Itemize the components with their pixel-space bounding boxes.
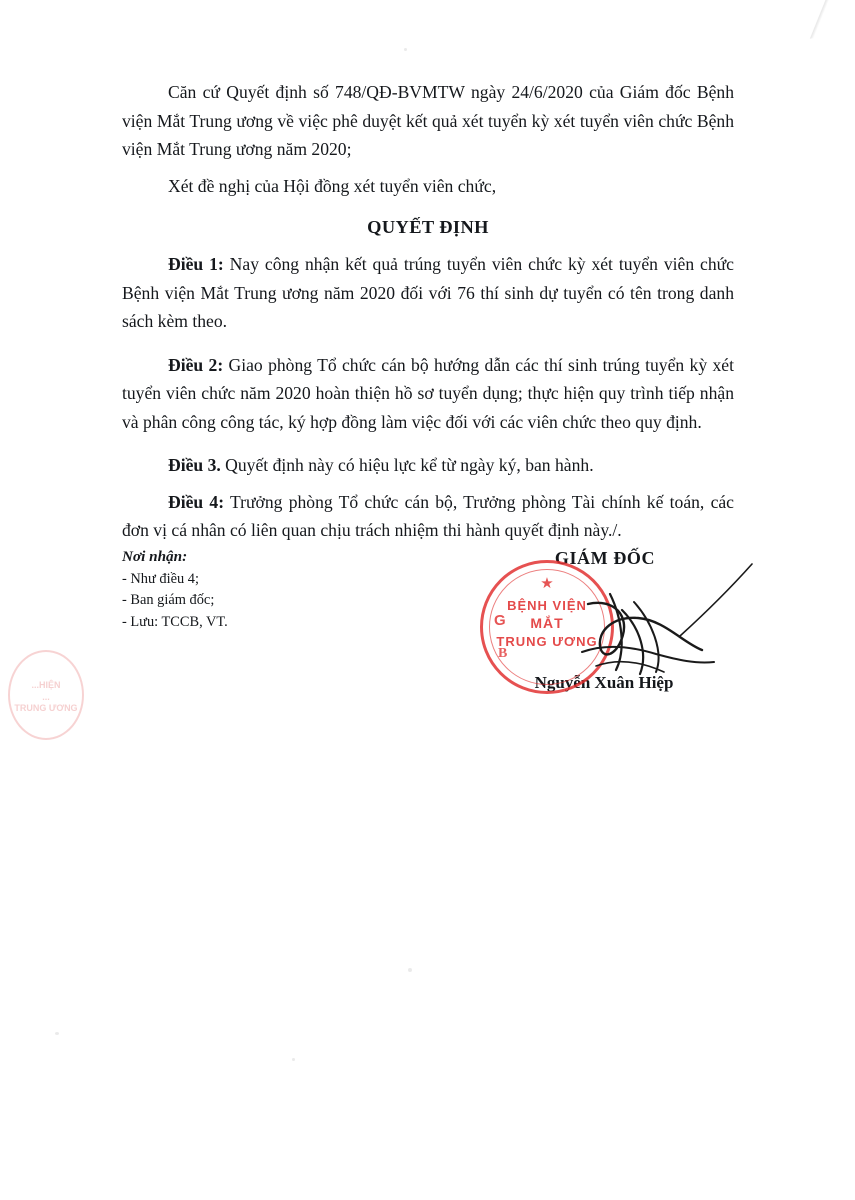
decision-heading: QUYẾT ĐỊNH	[367, 217, 489, 237]
recipient-item: - Như điều 4;	[122, 571, 199, 587]
article-4-text: Trưởng phòng Tổ chức cán bộ, Trưởng phòng Tài chính kế toán, các đơn vị cá nhân có liên quan chịu trách nhiệm thi hành quyết định này./.	[122, 491, 734, 540]
scan-speck	[408, 968, 412, 972]
article-3-label: Điều 3.	[168, 455, 221, 475]
document-footer	[122, 548, 734, 728]
article-3	[122, 451, 734, 480]
scan-speck	[55, 1032, 59, 1035]
ghost-stamp-line-2: ...	[42, 691, 50, 702]
ghost-stamp-text	[12, 680, 80, 715]
stamp-line-1: BỆNH VIỆN	[507, 598, 587, 613]
recipients-title: Nơi nhận:	[122, 548, 188, 565]
recipients-block	[122, 548, 362, 633]
recipient-item: - Lưu: TCCB, VT.	[122, 613, 228, 630]
article-1-label: Điều 1:	[168, 254, 224, 274]
article-1-text: Nay công nhận kết quả trúng tuyển viên chức kỳ xét tuyển viên chức Bệnh viện Mắt Trung ương năm 2020 đối với 76 thí sinh dự tuyển có tên trong danh sách kèm theo.	[122, 254, 734, 331]
ghost-stamp-line-3: TRUNG ƯƠNG	[14, 703, 78, 714]
stamp-bottom-glyph: B	[498, 646, 508, 661]
scan-speck	[404, 48, 407, 51]
signer-title: GIÁM ĐỐC	[554, 548, 656, 568]
article-2	[122, 351, 734, 437]
stamp-line-2: MẮT	[530, 615, 564, 631]
preamble-paragraph-2: Xét đề nghị của Hội đồng xét tuyển viên chức,	[168, 175, 497, 196]
article-2-text: Giao phòng Tổ chức cán bộ hướng dẫn các thí sinh trúng tuyển kỳ xét tuyển viên chức năm 2020 hoàn thiện hồ sơ tuyển dụng; thực hiện quy trình tiếp nhận và phân công công tác, ký hợp đồng làm việc đối với các viên chức theo quy định.	[122, 354, 734, 432]
faint-stamp-bleed	[8, 650, 84, 740]
recipient-item: - Ban giám đốc;	[122, 592, 215, 609]
article-1	[122, 250, 734, 336]
ghost-stamp-line-1: ...HIỆN	[31, 680, 61, 690]
stamp-left-glyph: G	[494, 612, 506, 629]
article-3-text: Quyết định này có hiệu lực kể từ ngày ký, ban hành.	[220, 455, 594, 475]
signature-block	[452, 548, 734, 693]
stamp-star-icon: ★	[540, 576, 554, 592]
article-4	[122, 488, 734, 545]
article-4-label: Điều 4:	[168, 491, 225, 512]
page-corner-fold-artifact	[765, 0, 855, 60]
signer-name: Nguyễn Xuân Hiệp	[534, 673, 674, 692]
ghost-stamp-ring	[8, 650, 84, 740]
article-2-label: Điều 2:	[168, 354, 224, 375]
preamble-paragraph-1: Căn cứ Quyết định số 748/QĐ-BVMTW ngày 24/6/2020 của Giám đốc Bệnh viện Mắt Trung ương về việc phê duyệt kết quả xét tuyển kỳ xét tuyển viên chức Bệnh viện Mắt Trung ương năm 2020;	[122, 82, 734, 159]
stamp-line-3: TRUNG ƯƠNG	[496, 634, 598, 649]
document-body	[122, 78, 734, 547]
scan-speck	[292, 1058, 295, 1061]
